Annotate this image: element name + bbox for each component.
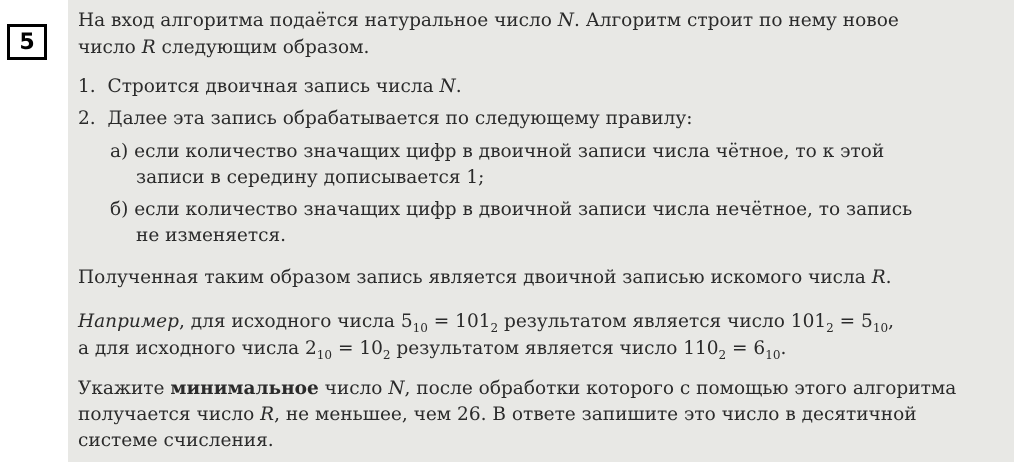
intro-line-2 — [78, 37, 369, 58]
intro-text: На вход алгоритма подаётся натуральное число — [78, 10, 558, 31]
variable-r: R — [871, 267, 886, 288]
step-text: Строится двоичная запись числа — [107, 76, 440, 97]
question-text: Укажите — [78, 378, 171, 399]
subscript: 2 — [826, 321, 834, 335]
subscript: 10 — [872, 321, 889, 335]
example-text: = 6 — [726, 338, 766, 359]
example-text: результатом является число 101 — [498, 311, 827, 332]
example-text: а для исходного числа 2 — [78, 338, 317, 359]
intro-text: следующим образом. — [155, 37, 370, 58]
step-text: Далее эта запись обрабатывается по следующему правилу: — [107, 108, 693, 129]
result-text: Полученная таким образом запись является двоичной записью искомого числа — [78, 267, 872, 288]
intro-line-1 — [78, 10, 899, 31]
intro-text: число — [78, 37, 142, 58]
question-line-1 — [78, 378, 956, 399]
question-text: , не меньшее, чем 26. В ответе запишите это число в десятичной — [274, 404, 917, 425]
rule-a-line-2 — [136, 167, 484, 188]
step-number: 2. — [78, 108, 96, 129]
variable-n: N — [557, 10, 574, 31]
question-line-3 — [78, 430, 274, 451]
task-number-badge: 5 — [7, 24, 47, 60]
example-text: = 5 — [833, 311, 873, 332]
variable-n: N — [439, 76, 456, 97]
variable-r: R — [141, 37, 156, 58]
question-text: число — [318, 378, 389, 399]
step-number: 1. — [78, 76, 96, 97]
rule-a-line-1 — [110, 141, 884, 162]
example-text: результатом является число 110 — [390, 338, 719, 359]
example-line-1 — [78, 311, 894, 335]
question-emphasis: минимальное — [170, 378, 319, 399]
question-text: , после обработки которого с помощью этого алгоритма — [404, 378, 957, 399]
question-text: системе счисления. — [78, 430, 274, 451]
rule-b-text: не изменяется. — [136, 225, 287, 246]
example-text: = 101 — [427, 311, 491, 332]
intro-text: . Алгоритм строит по нему новое — [573, 10, 899, 31]
variable-r: R — [260, 404, 275, 425]
result-line — [78, 267, 892, 288]
rule-b-line-1 — [110, 199, 912, 220]
step-1 — [78, 76, 462, 97]
rule-b-line-2 — [136, 225, 286, 246]
variable-n: N — [388, 378, 405, 399]
example-text: . — [780, 338, 787, 359]
rule-a-text: а) если количество значащих цифр в двоичной записи числа чётное, то к этой — [110, 141, 885, 162]
question-text: получается число — [78, 404, 261, 425]
rule-a-text: записи в середину дописывается 1; — [136, 167, 485, 188]
rule-b-text: б) если количество значащих цифр в двоичной записи числа нечётное, то запись — [110, 199, 913, 220]
example-line-2 — [78, 338, 787, 362]
subscript: 2 — [490, 321, 499, 335]
question-line-2 — [78, 404, 917, 425]
example-text: , для исходного числа 5 — [178, 311, 413, 332]
subscript: 2 — [718, 348, 727, 362]
example-lead: Например — [78, 311, 179, 332]
subscript: 10 — [316, 348, 333, 362]
step-text: . — [455, 76, 462, 97]
example-text: = 10 — [332, 338, 383, 359]
subscript: 10 — [765, 348, 781, 362]
step-2 — [78, 108, 692, 129]
subscript: 10 — [412, 321, 428, 335]
subscript: 2 — [382, 348, 391, 362]
result-text: . — [885, 267, 892, 288]
example-text: , — [888, 311, 894, 332]
task-panel — [68, 0, 1014, 462]
